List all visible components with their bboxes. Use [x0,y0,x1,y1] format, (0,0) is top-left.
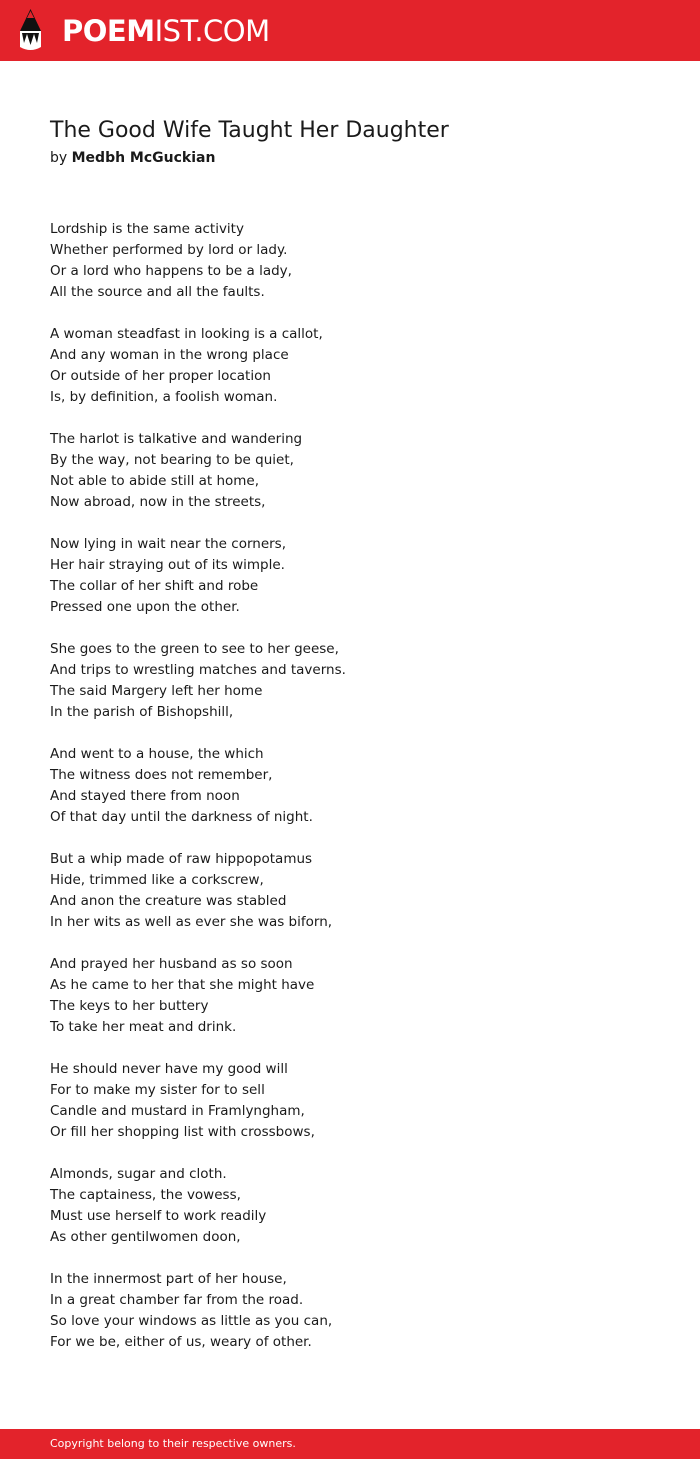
poem-line: But a whip made of raw hippopotamus [50,851,313,867]
stanza [50,1164,670,1248]
poem-line: Hide, trimmed like a corkscrew, [50,872,264,888]
poem-line: Or outside of her proper location [50,368,271,384]
poem-line: A woman steadfast in looking is a callot, [50,326,323,342]
poem-author: Medbh McGuckian [71,150,216,166]
poem-line: To take her meat and drink. [50,1019,237,1035]
poem-line: She goes to the green to see to her geese, [50,641,339,657]
poem-line: Now abroad, now in the streets, [50,494,266,510]
stanza [50,534,670,618]
poem-line: So love your windows as little as you can, [50,1313,333,1329]
site-logo[interactable] [62,12,270,50]
poem-line: In the parish of Bishopshill, [50,704,234,720]
poem-line: Candle and mustard in Framlyngham, [50,1103,305,1119]
poem-line: As he came to her that she might have [50,977,315,993]
poem-line: For to make my sister for to sell [50,1082,265,1098]
copyright-text: Copyright belong to their respective owners. [50,1437,296,1450]
poem-line: In a great chamber far from the road. [50,1292,304,1308]
poem-line: Whether performed by lord or lady. [50,242,288,258]
stanza [50,1059,670,1143]
stanza [50,849,670,933]
poem-line: Pressed one upon the other. [50,599,240,615]
logo-bold-text: POEM [62,14,155,48]
poem-line: As other gentilwomen doon, [50,1229,241,1245]
stanza [50,744,670,828]
poem-line: Of that day until the darkness of night. [50,809,313,825]
poem-byline [50,148,215,169]
poem-body [50,219,670,1374]
poem-line: Or a lord who happens to be a lady, [50,263,292,279]
poem-line: And prayed her husband as so soon [50,956,293,972]
poem-line: Her hair straying out of its wimple. [50,557,285,573]
stanza [50,954,670,1038]
poem-line: And any woman in the wrong place [50,347,289,363]
poem-line: By the way, not bearing to be quiet, [50,452,294,468]
site-header [0,0,700,61]
site-footer [0,1429,700,1459]
poem-line: And anon the creature was stabled [50,893,287,909]
logo-light-text: IST.COM [154,14,270,48]
poem-line: And stayed there from noon [50,788,240,804]
poem-line: The witness does not remember, [50,767,273,783]
poem-line: The keys to her buttery [50,998,209,1014]
stanza [50,639,670,723]
poem-line: The said Margery left her home [50,683,263,699]
poem-line: In her wits as well as ever she was biforn, [50,914,333,930]
stanza [50,429,670,513]
pencil-tip-icon[interactable] [18,9,43,51]
poem-line: Lordship is the same activity [50,221,244,237]
poem-line: Must use herself to work readily [50,1208,267,1224]
poem-line: The harlot is talkative and wandering [50,431,303,447]
stanza [50,324,670,408]
poem-line: And went to a house, the which [50,746,264,762]
poem-line: All the source and all the faults. [50,284,265,300]
poem-line: And trips to wrestling matches and taverns. [50,662,346,678]
stanza [50,1269,670,1353]
poem-line: The captainess, the vowess, [50,1187,241,1203]
by-label: by [50,150,68,166]
poem-line: The collar of her shift and robe [50,578,259,594]
poem-line: Not able to abide still at home, [50,473,260,489]
poem-title: The Good Wife Taught Her Daughter [50,118,449,143]
poem-line: Almonds, sugar and cloth. [50,1166,227,1182]
poem-line: For we be, either of us, weary of other. [50,1334,312,1350]
stanza [50,219,670,303]
poem-line: He should never have my good will [50,1061,288,1077]
poem-line: Or fill her shopping list with crossbows, [50,1124,315,1140]
poem-line: Is, by definition, a foolish woman. [50,389,278,405]
poem-line: Now lying in wait near the corners, [50,536,286,552]
poem-line: In the innermost part of her house, [50,1271,287,1287]
